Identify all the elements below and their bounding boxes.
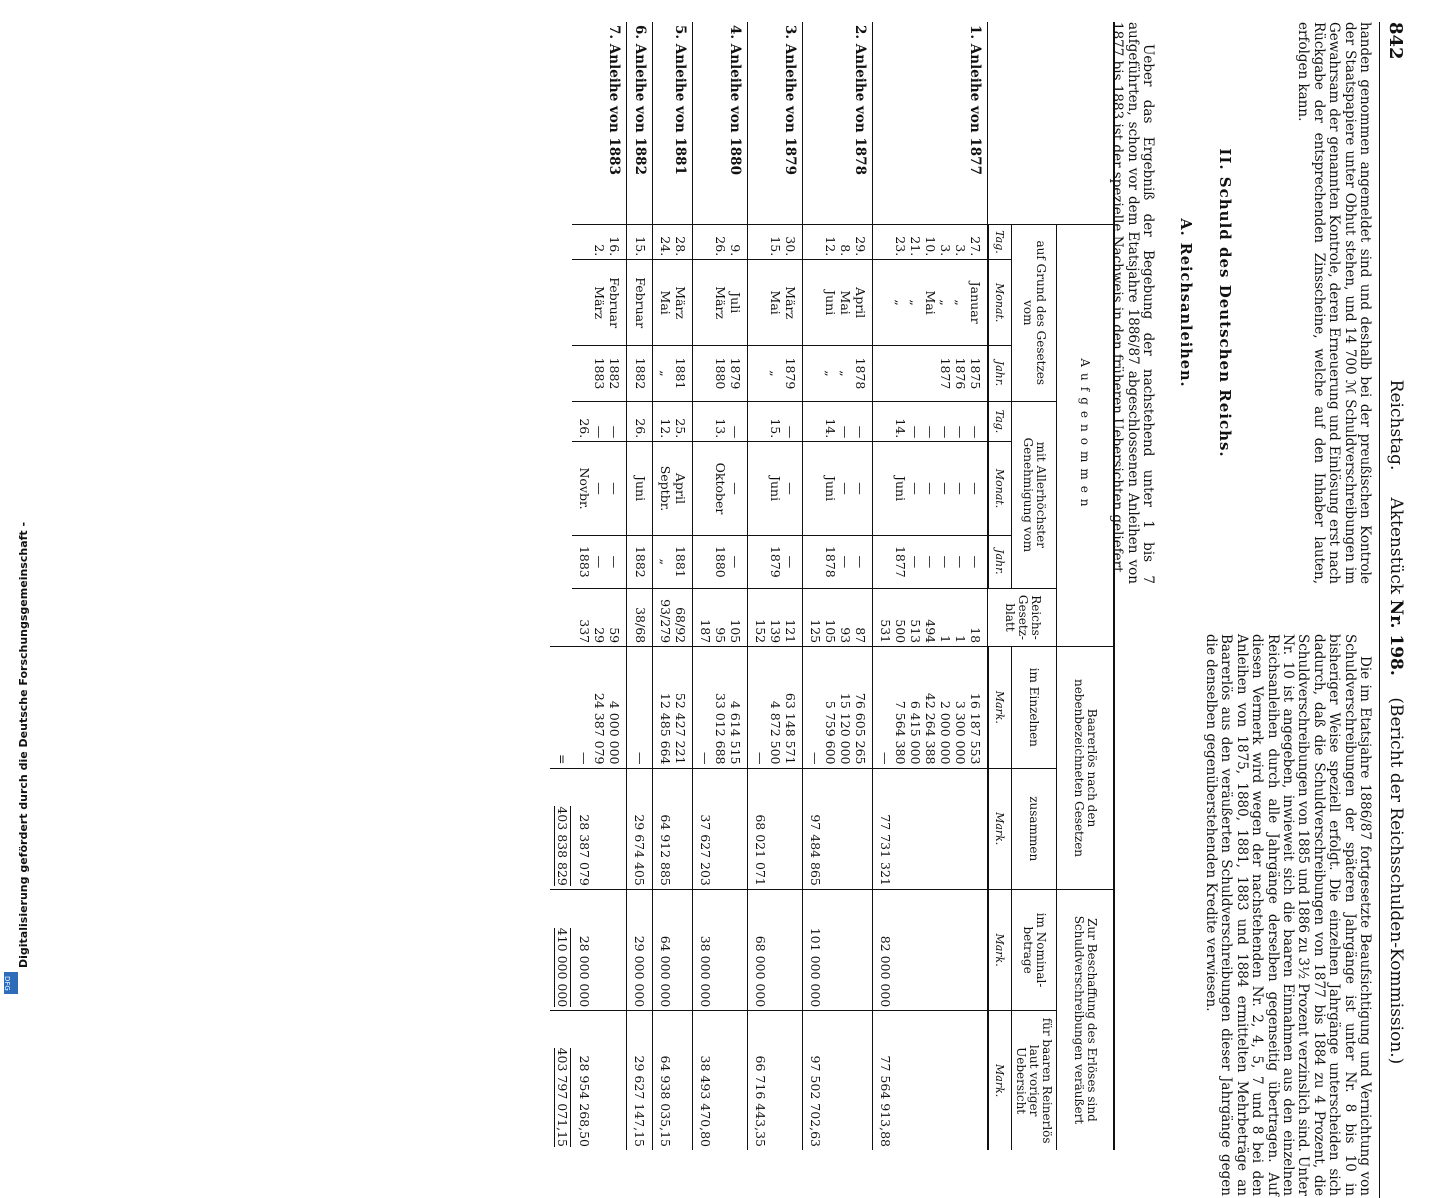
approval-day-line: 12. xyxy=(658,418,673,439)
col-header-aufgenommen: Aufgenommen xyxy=(1057,224,1115,646)
total-zusammen: 403 838 829 xyxy=(555,806,570,886)
approval-day-line: — xyxy=(968,425,983,439)
rgbl-page-line: 93/279 xyxy=(658,599,673,644)
rgbl-page xyxy=(873,588,989,646)
proceeds-single xyxy=(653,647,693,768)
dfg-logo: DFG xyxy=(4,972,18,994)
col-header-rgbl: Reichs-Gesetz-blatt xyxy=(988,588,1057,646)
approval-day xyxy=(873,401,989,441)
law-day-line: 16. xyxy=(607,236,622,257)
law-day xyxy=(748,224,803,259)
approval-month-line: Juni xyxy=(633,475,648,502)
proceeds-total: 97 484 865 xyxy=(803,768,873,889)
law-day-line: 10. xyxy=(923,236,938,257)
law-month-line: März xyxy=(673,286,688,320)
unit-tag: Tag. xyxy=(988,401,1012,441)
approval-month xyxy=(572,442,627,536)
col-header-genehmigung: mit Allerhöchster Genehmigung vom xyxy=(1012,401,1057,588)
proceeds-single-line: — xyxy=(577,752,592,765)
rgbl-page-line: 513 xyxy=(908,619,924,644)
col-header-nominal: im Nominal-betrage xyxy=(1012,889,1057,1010)
law-year-line: 1882 xyxy=(607,357,622,390)
approval-day-line: — xyxy=(607,425,622,439)
proceeds-single-line: 33 012 688 xyxy=(713,692,728,765)
approval-year-line: — xyxy=(783,555,798,569)
approval-day-line: — xyxy=(908,425,923,439)
left-paragraph: handen genommen angemeldet sind und deshalb bei der preußischen Kontrole der Staatspapiere unter Obhut stehen, und 14 700 ℳ Schuldverschreibungen im Gewahrsam der genannten Kontrole, deren Erneuerung und Einlösung erst nach Rückgabe der entsprechenden Zinsscheine, welche auf den Inhaber lauten, erfolgen kann. xyxy=(1295,22,1373,584)
law-day-line: 24. xyxy=(658,236,673,257)
unit-jahr: Jahr. xyxy=(988,346,1012,402)
unit-monat: Monat. xyxy=(988,260,1012,346)
law-year-line xyxy=(893,349,908,398)
nominal-amount: 29 000 000 xyxy=(627,889,653,1010)
law-day xyxy=(873,224,989,259)
unit-jahr: Jahr. xyxy=(988,535,1012,588)
loan-label: 1. Anleihe von 1877 xyxy=(873,22,989,224)
approval-month-line: — xyxy=(592,482,607,495)
proceeds-single-line: 42 264 388 xyxy=(923,692,938,765)
net-proceeds: 64 938 035,15 xyxy=(653,1011,693,1150)
law-year xyxy=(653,346,693,402)
nominal-amount: 82 000 000 xyxy=(873,889,989,1010)
intro-paragraph: Ueber das Ergebniß der Begebung der nachstehend unter 1 bis 7 aufgeführten, schon vor dem Etatsjahre 1886/87 abgeschlossenen Anleihen von 1877 bis 1883 ist der spezielle Nachweis in den früheren Uebersichten geliefert. xyxy=(1109,22,1156,584)
approval-year-line: 1877 xyxy=(893,545,908,578)
proceeds-single-line: 15 120 000 xyxy=(838,692,853,765)
proceeds-single-line: 24 387 079 xyxy=(592,692,607,765)
law-day-line: 26. xyxy=(713,236,728,257)
nominal-amount: 38 000 000 xyxy=(693,889,748,1010)
approval-year-line: — xyxy=(968,555,983,569)
law-year-line: 1882 xyxy=(633,357,648,390)
proceeds-single-line: 76 605 265 xyxy=(853,692,868,765)
law-day xyxy=(803,224,873,259)
law-year-line xyxy=(923,349,938,398)
loan-label: 2. Anleihe von 1878 xyxy=(803,22,873,224)
rgbl-page-line: 18 xyxy=(968,627,984,644)
right-column-text xyxy=(1203,634,1372,1196)
approval-year-line: — xyxy=(592,555,607,569)
law-month-line: Februar xyxy=(633,277,648,329)
nominal-amount: 28 000 000 xyxy=(572,889,627,1010)
table-row xyxy=(693,22,748,1150)
law-day xyxy=(693,224,748,259)
law-day-line: 12. xyxy=(823,236,838,257)
loans-table xyxy=(550,22,1115,1150)
approval-year-line: — xyxy=(607,555,622,569)
law-month-line: Juni xyxy=(823,290,838,316)
law-month xyxy=(748,260,803,346)
law-day-line: 29. xyxy=(853,236,868,257)
proceeds-single xyxy=(572,647,627,768)
table-row xyxy=(572,22,627,1150)
law-month-line: März xyxy=(592,286,607,320)
proceeds-single xyxy=(627,647,653,768)
law-day-line: 3. xyxy=(938,244,953,257)
approval-month-line: — xyxy=(968,482,983,495)
net-proceeds: 97 502 702,63 xyxy=(803,1011,873,1150)
approval-month-line: Juni xyxy=(893,475,908,502)
col-header-einzelnen: im Einzelnen xyxy=(1012,647,1057,768)
unit-tag: Tag. xyxy=(988,224,1012,259)
approval-year-line: — xyxy=(908,555,923,569)
total-reinerlos: 403 797 071,15 xyxy=(555,1047,570,1147)
rgbl-page-line: 29 xyxy=(592,627,607,644)
law-month xyxy=(873,260,989,346)
law-month-line: Juli xyxy=(728,292,743,314)
approval-year xyxy=(873,535,989,588)
approval-year-line: 1881 xyxy=(673,545,688,578)
col-header-baarerlos: Baarerlös nach den nebenbezeichneten Gesetzen xyxy=(1057,647,1115,890)
approval-year-line: 1882 xyxy=(633,545,648,578)
law-year-line: 1879 xyxy=(783,357,798,390)
law-month-line: April xyxy=(853,287,868,319)
nominal-amount: 101 000 000 xyxy=(803,889,873,1010)
law-year xyxy=(803,346,873,402)
rgbl-page-line: 1 xyxy=(953,635,969,644)
proceeds-single-line: 52 427 221 xyxy=(673,692,688,765)
law-day-line: 28. xyxy=(673,236,688,257)
table-row xyxy=(627,22,653,1150)
law-day-line: 8. xyxy=(838,244,853,257)
approval-day xyxy=(572,401,627,441)
table-row xyxy=(803,22,873,1150)
loan-label: 3. Anleihe von 1879 xyxy=(748,22,803,224)
rotated-page xyxy=(20,22,1420,1196)
right-paragraph: Die im Etatsjahre 1886/87 fortgesetzte Beaufsichtigung und Vernichtung von Schuldverschreibungen der späteren Jahrgänge ist unter Nr. 8 bis 10 in bisheriger Weise speziell erfolgt. Die einzelnen Jahrgänge unterscheiden sich dadurch, daß die Schuldverschreibungen von 1877 bis 1884 zu 4 Prozent, die Schuldverschreibungen von 1885 und 1886 zu 3½ Prozent verzinslich sind. Unter Nr. 10 ist angegeben, inwieweit sich die baaren Einnahmen aus den einzelnen Reichsanleihen durch alle Jahrgänge derselben gegenseitig übertragen. Auf diesen Vermerk wird wegen der nachstehenden Nr. 2, 4, 5, 7 und 8 bei den Anleihen von 1875, 1880, 1881, 1883 und 1884 ermittelten Mehrbeträge an Baarerlös aus den veräußerten Schuldverschreibungen dieser Jahrgänge gegen die denselben gegenüberstehenden Kredite verwiesen. xyxy=(1202,634,1373,1196)
proceeds-single-line: — xyxy=(808,752,823,765)
proceeds-total: 29 674 405 xyxy=(627,768,653,889)
law-day-line: 3. xyxy=(953,244,968,257)
law-year-line xyxy=(908,349,923,398)
rgbl-page-line: 1 xyxy=(938,635,954,644)
net-proceeds: 29 627 147,15 xyxy=(627,1011,653,1150)
law-year-line: „ xyxy=(768,370,783,377)
approval-day-line: 14. xyxy=(823,418,838,439)
approval-day-line: — xyxy=(838,425,853,439)
approval-month xyxy=(748,442,803,536)
unit-mark: Mark. xyxy=(988,889,1012,1010)
approval-year-line: — xyxy=(728,555,743,569)
approval-month-line: Novbr. xyxy=(577,467,592,510)
loan-label: 4. Anleihe von 1880 xyxy=(693,22,748,224)
approval-year-line: „ xyxy=(658,558,673,566)
approval-day-line: — xyxy=(592,425,607,439)
net-proceeds: 38 493 470,80 xyxy=(693,1011,748,1150)
digitization-credit xyxy=(0,0,30,1000)
law-year-line: „ xyxy=(838,370,853,377)
approval-year-line: — xyxy=(953,555,968,569)
law-day xyxy=(572,224,627,259)
approval-month-line: — xyxy=(853,482,868,495)
approval-month-line: — xyxy=(908,482,923,495)
proceeds-single-line: — xyxy=(878,752,893,765)
approval-year-line: 1883 xyxy=(577,545,592,578)
table-row xyxy=(748,22,803,1150)
col-header-loan xyxy=(988,22,1114,224)
proceeds-single-line: 12 485 664 xyxy=(658,692,673,765)
law-day-line: 27. xyxy=(968,236,983,257)
approval-day-line: 26. xyxy=(577,418,592,439)
approval-year xyxy=(748,535,803,588)
proceeds-single xyxy=(873,647,989,768)
header-rule xyxy=(1379,22,1380,1198)
proceeds-single-line: 2 000 000 xyxy=(938,700,953,765)
approval-day-line: — xyxy=(728,425,743,439)
law-month-line: „ xyxy=(893,299,908,306)
col-header-beschaffung: Zur Beschaffung des Erlöses sind Schuldverschreibungen veräußert xyxy=(1057,889,1115,1150)
approval-year-line: — xyxy=(923,555,938,569)
approval-month-line: — xyxy=(953,482,968,495)
law-day-line: 15. xyxy=(633,236,648,257)
law-year-line: 1879 xyxy=(728,357,743,390)
rgbl-page xyxy=(653,588,693,646)
law-month-line: „ xyxy=(908,299,923,306)
law-day-line: 30. xyxy=(783,236,798,257)
page-header xyxy=(1386,322,1406,1122)
loan-label: 7. Anleihe von 1883 xyxy=(572,22,627,224)
proceeds-single-line: 4 000 000 xyxy=(607,700,622,765)
unit-mark: Mark. xyxy=(988,1011,1012,1150)
total-spacer xyxy=(550,22,572,647)
rgbl-page-line: 93 xyxy=(838,627,853,644)
proceeds-total: 64 912 885 xyxy=(653,768,693,889)
rgbl-page-line: 494 xyxy=(923,619,939,644)
proceeds-single-line: 63 148 571 xyxy=(783,692,798,765)
rgbl-page-line: 68/92 xyxy=(673,607,688,644)
approval-year xyxy=(572,535,627,588)
approval-year-line: — xyxy=(838,555,853,569)
law-year-line: 1875 xyxy=(968,357,983,390)
loan-label: 5. Anleihe von 1881 xyxy=(653,22,693,224)
law-day-line: 23. xyxy=(893,236,908,257)
proceeds-single-line: 7 564 380 xyxy=(893,700,908,765)
rgbl-page xyxy=(627,588,653,646)
approval-month-line: — xyxy=(728,482,743,495)
law-month xyxy=(627,260,653,346)
proceeds-total: 28 387 079 xyxy=(572,768,627,889)
approval-month xyxy=(693,442,748,536)
proceeds-total: 37 627 203 xyxy=(693,768,748,889)
law-month-line: Mai xyxy=(768,290,783,315)
nominal-amount: 68 000 000 xyxy=(748,889,803,1010)
approval-year-line: — xyxy=(853,555,868,569)
law-year-line: 1883 xyxy=(592,357,607,390)
rgbl-page-line: 531 xyxy=(878,619,894,644)
unit-mark: Mark. xyxy=(988,647,1012,768)
law-day-line: 15. xyxy=(768,236,783,257)
law-day xyxy=(653,224,693,259)
unit-mark: Mark. xyxy=(988,768,1012,889)
approval-year-line: 1880 xyxy=(713,545,728,578)
total-mark: = xyxy=(550,647,572,768)
approval-month-line: — xyxy=(923,482,938,495)
approval-day-line: — xyxy=(938,425,953,439)
approval-day-line: — xyxy=(953,425,968,439)
approval-year xyxy=(627,535,653,588)
law-year-line: 1876 xyxy=(953,357,968,390)
loan-label: 6. Anleihe von 1882 xyxy=(627,22,653,224)
proceeds-single-line: — xyxy=(633,752,648,765)
approval-month-line: — xyxy=(783,482,798,495)
table-row xyxy=(873,22,989,1150)
approval-year-line: — xyxy=(938,555,953,569)
approval-month-line: Septbr. xyxy=(658,465,673,512)
rgbl-page-line: 87 xyxy=(853,627,868,644)
law-year xyxy=(873,346,989,402)
subsection-heading: A. Reichsanleihen. xyxy=(1177,218,1194,388)
proceeds-single-line: 5 759 600 xyxy=(823,700,838,765)
approval-day xyxy=(693,401,748,441)
rgbl-page-line: 337 xyxy=(577,619,592,644)
rgbl-page-line: 105 xyxy=(728,619,743,644)
header-left: Reichstag. xyxy=(1386,379,1406,471)
approval-day-line: 25. xyxy=(673,418,688,439)
law-month-line: Mai xyxy=(658,290,673,315)
total-nominal: 410 000 000 xyxy=(555,927,570,1008)
rgbl-page-line: 152 xyxy=(753,619,768,644)
page-number: 842 xyxy=(1385,22,1406,60)
law-year-line: „ xyxy=(658,370,673,377)
rgbl-page-line: 187 xyxy=(698,619,713,644)
approval-day xyxy=(803,401,873,441)
law-year xyxy=(627,346,653,402)
law-month xyxy=(653,260,693,346)
left-column-text xyxy=(1295,22,1372,584)
approval-day-line: — xyxy=(923,425,938,439)
approval-year xyxy=(803,535,873,588)
approval-year xyxy=(693,535,748,588)
rgbl-page-line: 38/68 xyxy=(633,607,648,644)
approval-month-line: — xyxy=(938,482,953,495)
approval-day-line: — xyxy=(783,425,798,439)
section-heading: II. Schuld des Deutschen Reichs. xyxy=(1216,148,1234,458)
law-year-line: 1878 xyxy=(853,357,868,390)
approval-day-line: — xyxy=(853,425,868,439)
approval-month-line: April xyxy=(673,473,688,505)
rgbl-page-line: 121 xyxy=(783,619,798,644)
law-day xyxy=(627,224,653,259)
col-header-zusammen: zusammen xyxy=(1012,768,1057,889)
loans-table-body xyxy=(572,22,988,1150)
law-month-line: März xyxy=(713,286,728,320)
law-month-line: März xyxy=(783,286,798,320)
approval-month xyxy=(653,442,693,536)
law-year-line: 1880 xyxy=(713,357,728,390)
net-proceeds: 66 716 443,35 xyxy=(748,1011,803,1150)
approval-day-line: 13. xyxy=(713,418,728,439)
approval-day xyxy=(653,401,693,441)
law-day-line: 21. xyxy=(908,236,923,257)
approval-month-line: — xyxy=(838,482,853,495)
approval-year-line: 1878 xyxy=(823,545,838,578)
table-total-row xyxy=(550,22,572,1150)
approval-month-line: Oktober xyxy=(713,462,728,515)
proceeds-single xyxy=(748,647,803,768)
law-day-line: 2. xyxy=(592,244,607,257)
table-row xyxy=(653,22,693,1150)
rgbl-page-line: 105 xyxy=(823,619,838,644)
law-year xyxy=(693,346,748,402)
proceeds-single-line: 4 872 500 xyxy=(768,700,783,765)
rgbl-page xyxy=(572,588,627,646)
law-year-line: 1881 xyxy=(673,357,688,390)
header-right: (Bericht der Reichsschulden-Kommission.) xyxy=(1386,697,1406,1065)
approval-month xyxy=(803,442,873,536)
approval-day-line: 14. xyxy=(893,418,908,439)
proceeds-single xyxy=(693,647,748,768)
col-header-grund: auf Grund des Gesetzes vom xyxy=(1012,224,1057,401)
proceeds-single-line: 3 300 000 xyxy=(953,700,968,765)
rgbl-page-line: 500 xyxy=(893,619,909,644)
law-year-line: 1877 xyxy=(938,357,953,390)
header-doc-no: Nr. 198. xyxy=(1386,599,1406,676)
law-month-line: Januar xyxy=(968,281,983,324)
law-month-line: Mai xyxy=(923,290,938,315)
law-month xyxy=(693,260,748,346)
approval-month-line: Juni xyxy=(768,475,783,502)
rgbl-page xyxy=(693,588,748,646)
proceeds-single-line: 6 415 000 xyxy=(908,700,923,765)
approval-month-line: — xyxy=(607,482,622,495)
law-day-line: 9. xyxy=(728,244,743,257)
approval-day xyxy=(748,401,803,441)
rgbl-page-line: 125 xyxy=(808,619,823,644)
approval-month-line: Juni xyxy=(823,475,838,502)
credit-text: Digitalisierung gefördert durch die Deutsche Forschungsgemeinschaft - xyxy=(17,521,30,968)
rgbl-page-line: 59 xyxy=(607,627,622,644)
law-year xyxy=(748,346,803,402)
rgbl-page xyxy=(748,588,803,646)
net-proceeds: 28 954 268,50 xyxy=(577,1055,592,1147)
net-proceeds: 77 564 913,88 xyxy=(873,1011,989,1150)
law-month-line: Februar xyxy=(607,277,622,329)
approval-year-line: 1879 xyxy=(768,545,783,578)
header-doc-type: Aktenstück xyxy=(1386,497,1406,595)
approval-year xyxy=(653,535,693,588)
law-month-line: „ xyxy=(953,299,968,306)
approval-day xyxy=(627,401,653,441)
proceeds-single xyxy=(803,647,873,768)
law-year xyxy=(572,346,627,402)
rgbl-page xyxy=(803,588,873,646)
approval-day-line: 15. xyxy=(768,418,783,439)
proceeds-single-line: 4 614 515 xyxy=(728,700,743,765)
law-month xyxy=(803,260,873,346)
unit-monat: Monat. xyxy=(988,442,1012,536)
law-year-line: „ xyxy=(823,370,838,377)
law-month xyxy=(572,260,627,346)
proceeds-single-line: — xyxy=(753,752,768,765)
col-header-reinerlos: für baaren Reinerlös laut voriger Uebersicht xyxy=(1012,1011,1057,1150)
proceeds-total: 68 021 071 xyxy=(748,768,803,889)
proceeds-total: 77 731 321 xyxy=(873,768,989,889)
approval-month xyxy=(627,442,653,536)
proceeds-single-line: 16 187 553 xyxy=(968,692,983,765)
approval-day-line: 26. xyxy=(633,418,648,439)
nominal-amount: 64 000 000 xyxy=(653,889,693,1010)
law-month-line: „ xyxy=(938,299,953,306)
law-month-line: Mai xyxy=(838,290,853,315)
rgbl-page-line: 139 xyxy=(768,619,783,644)
rgbl-page-line: 95 xyxy=(713,627,728,644)
proceeds-single-line: — xyxy=(698,752,713,765)
approval-month xyxy=(873,442,989,536)
